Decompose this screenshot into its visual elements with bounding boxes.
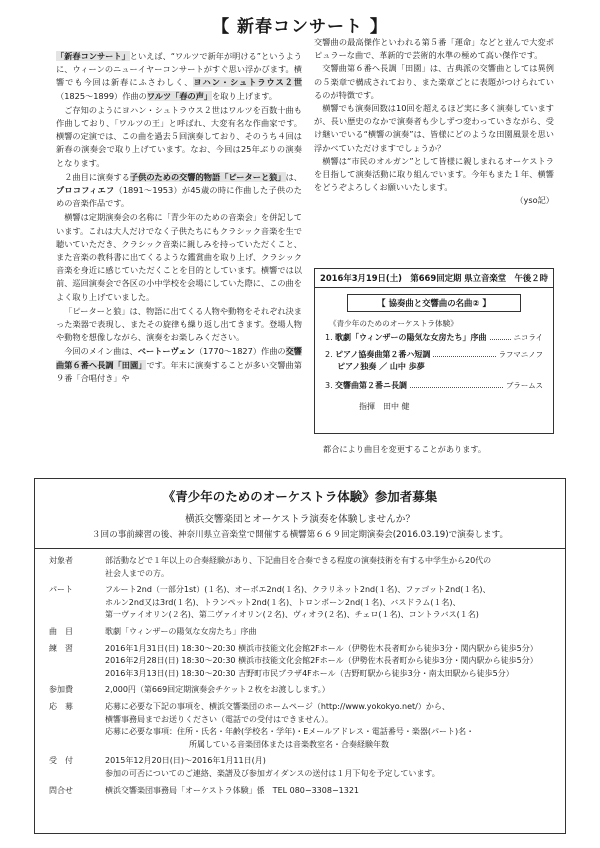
program-title: 交響曲第２番ニ長調: [335, 381, 407, 390]
concert-series: 《青少年のためのオーケストラ体験》: [329, 319, 458, 328]
leader-dots: [433, 349, 495, 357]
body-text: （1825〜1899）作曲の: [56, 90, 147, 101]
article-paragraph: 交響曲第６番ヘ長調「田園」は、古典派の交響曲としては異例の５楽章で構成されており、また楽章ごとに表題がつけられているのが特徴です。: [314, 63, 554, 100]
body-text: 今回のメイン曲は、: [64, 346, 138, 357]
body-text: （1770〜1827）作曲の: [194, 346, 286, 357]
program-title: 歌劇「ウィンザーの陽気な女房たち」序曲: [335, 333, 487, 342]
row-value: [105, 785, 551, 798]
row-line: 第一ヴァイオリン(２名)、第二ヴァイオリン(２名)、ヴィオラ(２名)、チェロ(１名)、コントラバス(１名): [105, 610, 479, 620]
body-text: は、: [285, 171, 302, 182]
recruit-lead: ３回の事前練習の後、神奈川県立音楽堂で開催する横響第６６９回定期演奏会(2016.03.19)で演奏します。: [91, 530, 509, 540]
row-label: パート: [49, 585, 73, 595]
program-item: [325, 349, 543, 360]
row-label: 練 習: [49, 643, 73, 653]
row-value: [105, 643, 551, 681]
highlight-text: 子供のための交響的物語「ピーターと狼」: [129, 171, 286, 182]
row-label: 問合せ: [49, 785, 73, 795]
body-text: ２曲目に演奏する: [64, 171, 130, 182]
article-paragraph: [56, 171, 302, 211]
recruit-row: [49, 785, 551, 798]
article-paragraph: 横響でも演奏回数は10回を超えるほど実に多く演奏していますが、長い歴史のなかで演奏者も少しずつ変わっていきながら、受け継いでいる“横響の演奏”は、皆様にどのような田園風景を思い浮かべていただけますでしょうか？: [314, 103, 554, 153]
row-line: 応募に必要な事項：住所・氏名・年齢(学校名・学年)・Eメールアドレス・電話番号・楽器(パート)名・: [105, 727, 475, 737]
row-line: 2016年1月31日(日) 18:30〜20:30 横浜市技能文化会館2Fホール（伊勢佐木長者町から徒歩3分・関内駅から徒歩5分）: [105, 643, 538, 653]
row-value: [105, 555, 551, 580]
body-text: です。年末に演奏することが多い交響曲第９番「合唱付き」や: [56, 359, 302, 383]
bold-text: プロコフィエフ: [56, 185, 115, 196]
article-paragraph: 交響曲の最高傑作といわれる第５番「運命」などと並んで大変ポピュラーな曲で、革新的で芸術的水準の極めて高い傑作です。: [314, 37, 554, 61]
recruit-invite: 横浜交響楽団とオーケストラ演奏を体験しませんか？: [185, 514, 415, 525]
program-number: 2.: [325, 350, 333, 359]
concert-subtitle: 【 協奏曲と交響曲の名曲② 】: [347, 294, 521, 312]
row-value: [105, 755, 551, 780]
divider: [35, 548, 565, 549]
article-paragraph: 「ピーターと狼」は、物語に出てくる人物や動物をそれぞれ決まった楽器で表現し、またその旋律も繰り返し出てきます。登場人物や動物を想像しながら、演奏をお楽しみください。: [56, 305, 302, 343]
article-paragraph: 横響は定期演奏会の名称に「青少年のための音楽会」を併記しています。これは大人だけでなく子供たちにもクラシック音楽を生で聴いていただき、クラシック音楽に親しみを持っていただくこと、また音楽の教科書に出てくるような鑑賞曲を取り上げ、クラシック音楽を身近に感じていただくことを目的としています。横響では以前、巡回演奏会で各区の小中学校を会場にしていた際に、この曲をよく取り上げていました。: [56, 212, 302, 302]
row-value: [105, 626, 551, 639]
row-line: 歌劇「ウィンザーの陽気な女房たち」序曲: [105, 626, 257, 636]
row-label: 対象者: [49, 556, 73, 565]
recruit-row: [49, 555, 551, 580]
row-line: 2016年2月28日(日) 18:30〜20:30 横浜市技能文化会館2Fホール（伊勢佐木長者町から徒歩3分・関内駅から徒歩5分）: [105, 656, 538, 666]
page-title: 【 新春コンサート 】: [212, 17, 388, 37]
program-change-note: 都合により曲目を変更することがあります。: [323, 444, 487, 454]
row-line: ホルン2nd又は3rd(１名)、トランペット2nd(１名)、トロンボーン2nd(１名)、バスドラム(１名)、: [105, 597, 461, 607]
row-label: 曲 目: [49, 626, 73, 636]
row-value: [105, 701, 551, 751]
row-line: 2015年12月20日(日)〜2016年1月11日(月): [105, 756, 266, 766]
row-line: フルート2nd（一部分1st）(１名)、オーボエ2nd(１名)、クラリネット2nd(１名)、ファゴット2nd(１名)、: [105, 585, 491, 595]
recruit-row: [49, 701, 551, 751]
signature: （yso記）: [515, 195, 554, 206]
article-paragraph: [56, 345, 302, 385]
article-right-column: [314, 36, 554, 208]
highlight-text: 交響曲第６番ヘ長調「田園」: [56, 346, 302, 370]
highlight-text: ヨハン・シュトラウス２世: [193, 77, 303, 88]
row-line: 横響事務局までお送りください（電話での受付はできません）。: [105, 714, 333, 724]
row-line: 2,000円（第669回定期演奏会チケット２枚をお渡しします。）: [105, 685, 330, 695]
recruit-row: [49, 584, 551, 622]
program-item: [325, 332, 543, 343]
body-text: （1891〜1953）が45歳の時に作曲した子供のための音楽作品です。: [56, 185, 302, 209]
row-line: 応募に必要な下記の事項を、横浜交響楽団のホームページ（http://www.yokokyo.net/）から、: [105, 701, 450, 711]
row-value: [105, 584, 551, 622]
program-composer: ブラームス: [506, 381, 543, 390]
row-label: 応 募: [49, 701, 73, 711]
body-text: といえば、“ワルツで新年が明ける”というように、ウィーンのニューイヤーコンサートがすぐ思い浮かびます。横響でも今回は新春にふさわしく、: [56, 51, 302, 88]
row-label: 参加費: [49, 685, 73, 695]
recruit-row: [49, 755, 551, 780]
recruit-row: [49, 684, 551, 697]
leader-dots: [490, 332, 511, 340]
article-left-column: [56, 50, 302, 386]
program-composer: ニコライ: [513, 333, 543, 342]
recruitment-box: [34, 478, 566, 834]
row-line: 社会人までの方。: [105, 568, 169, 578]
highlight-text: ワルツ「春の声」: [146, 90, 213, 101]
row-line: 参加の可否についてのご連絡、楽譜及び参加ガイダンスの送付は１月下旬を予定しています。: [105, 768, 440, 778]
row-line: 部活動などで１年以上の合奏経験があり、下記曲目を合奏できる程度の演奏技術を有する中学生から20代の: [105, 556, 492, 565]
body-text: を取り上げます。: [212, 90, 277, 101]
program-number: 1.: [325, 333, 333, 342]
article-paragraph: [56, 50, 302, 103]
leader-dots: [410, 380, 503, 388]
concert-header: 2016年3月19日(土) 第669回定期 県立音楽堂 午後２時: [315, 269, 553, 288]
concert-info-box: [314, 268, 554, 434]
recruit-row: [49, 626, 551, 639]
program-list: [325, 332, 543, 391]
article-paragraph: ご存知のようにヨハン・シュトラウス２世はワルツを百数十曲も作曲しており、「ワルツの王」と呼ばれ、大変有名な作曲家です。横響の定演では、この曲を過去５回演奏しており、そのうち４回は新春の演奏会で取り上げています。なお、今回は25年ぶりの演奏となります。: [56, 104, 302, 168]
program-composer: ラフマニノフ: [498, 350, 543, 359]
row-value: [105, 684, 551, 697]
program-title: ピアノ協奏曲第２番ハ短調: [335, 350, 431, 359]
row-line: 所属している音楽団体または音楽教室名・合奏経験年数: [189, 739, 389, 749]
row-line: 横浜交響楽団事務局「オーケストラ体験」係 TEL 080−3308−1321: [105, 785, 360, 795]
highlight-text: 「新春コンサート」: [56, 51, 130, 61]
program-item: [325, 380, 543, 391]
recruit-row: [49, 643, 551, 681]
program-number: 3.: [325, 381, 333, 390]
bold-text: ベートーヴェン: [137, 346, 195, 357]
soloist: ピアノ独奏 ／ 山中 歩夢: [337, 362, 425, 371]
article-paragraph: 横響は“市民のオルガン”として皆様に親しまれるオーケストラを目指して演奏活動に取り組んでいます。今年もまた１年、横響をどうぞよろしくお願いいたします。: [314, 155, 554, 193]
row-label: 受 付: [49, 756, 73, 766]
conductor: 指揮 田中 健: [359, 402, 410, 411]
row-line: 2016年3月13日(日) 18:30〜20:30 吉野町市民プラザ4Fホール（吉野町駅から徒歩3分・南太田駅から徒歩5分）: [105, 668, 514, 678]
recruit-title: 《青少年のためのオーケストラ体験》参加者募集: [162, 489, 438, 504]
